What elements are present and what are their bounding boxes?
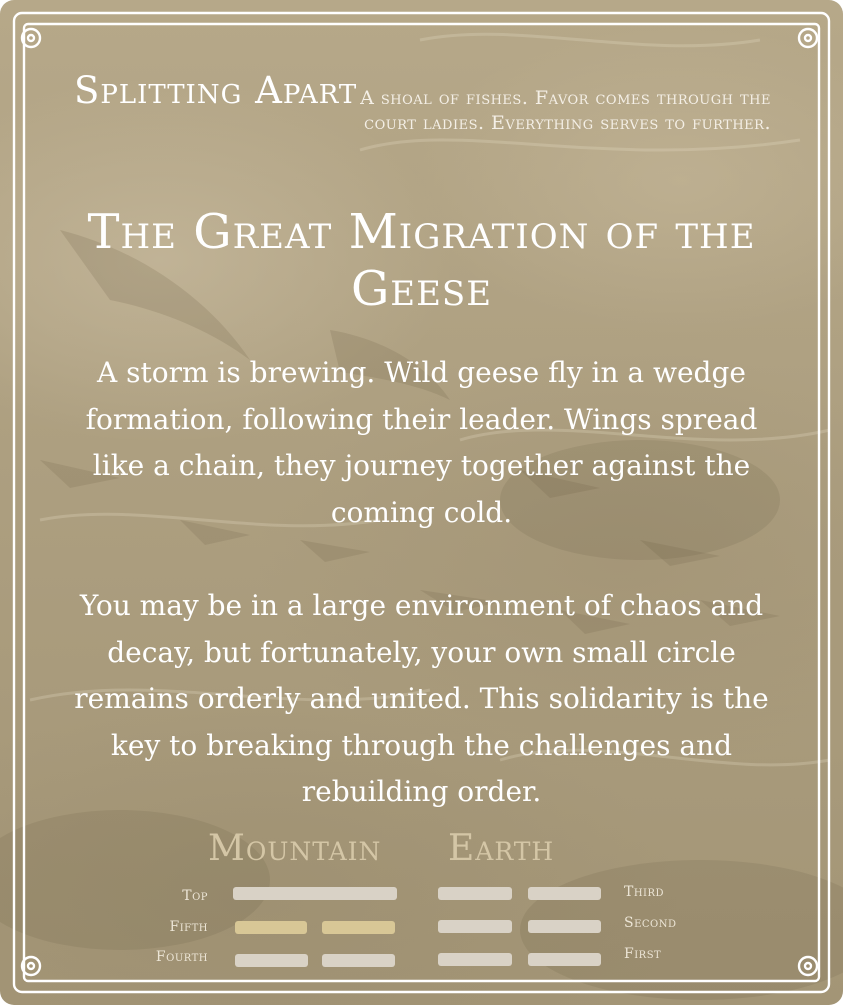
- advice-paragraph: You may be in a large environment of chaos and decay, but fortunately, your own small circle remains orderly and united. This solidarity is the key to breaking through the challenges and rebuilding order.: [74, 589, 769, 808]
- line-label-fifth: Fifth: [169, 919, 208, 935]
- line-label-first: First: [624, 946, 662, 962]
- line-label-top: Top: [182, 888, 208, 904]
- hexagram-line-third-right: [528, 887, 601, 900]
- lower-trigram-name: Earth: [448, 828, 555, 869]
- upper-trigram-name: Mountain: [208, 828, 382, 869]
- hexagram-line-second-right: [528, 920, 601, 933]
- hexagram-title: The Great Migration of the Geese: [87, 204, 756, 317]
- hexagram-name: Splitting Apart: [74, 69, 358, 112]
- hexagram-line-first-right: [528, 953, 601, 966]
- hexagram-line-fifth-left: [235, 921, 307, 934]
- hexagram-line-second-left: [438, 920, 512, 933]
- line-label-third: Third: [624, 884, 665, 900]
- hexagram-line-fifth-right: [322, 921, 395, 934]
- hexagram-line-top: [233, 887, 397, 900]
- hexagram-line-first-left: [438, 953, 512, 966]
- hexagram-line-third-left: [438, 887, 512, 900]
- hexagram-judgement: A shoal of fishes. Favor comes through the court ladies. Everything serves to further.: [360, 87, 771, 134]
- description-paragraph: A storm is brewing. Wild geese fly in a wedge formation, following their leader. Wings spread like a chain, they journey together against the coming cold.: [85, 356, 758, 529]
- hexagram-line-fourth-left: [235, 954, 308, 967]
- hexagram-line-fourth-right: [322, 954, 395, 967]
- line-label-second: Second: [624, 915, 677, 931]
- line-label-fourth: Fourth: [155, 949, 208, 965]
